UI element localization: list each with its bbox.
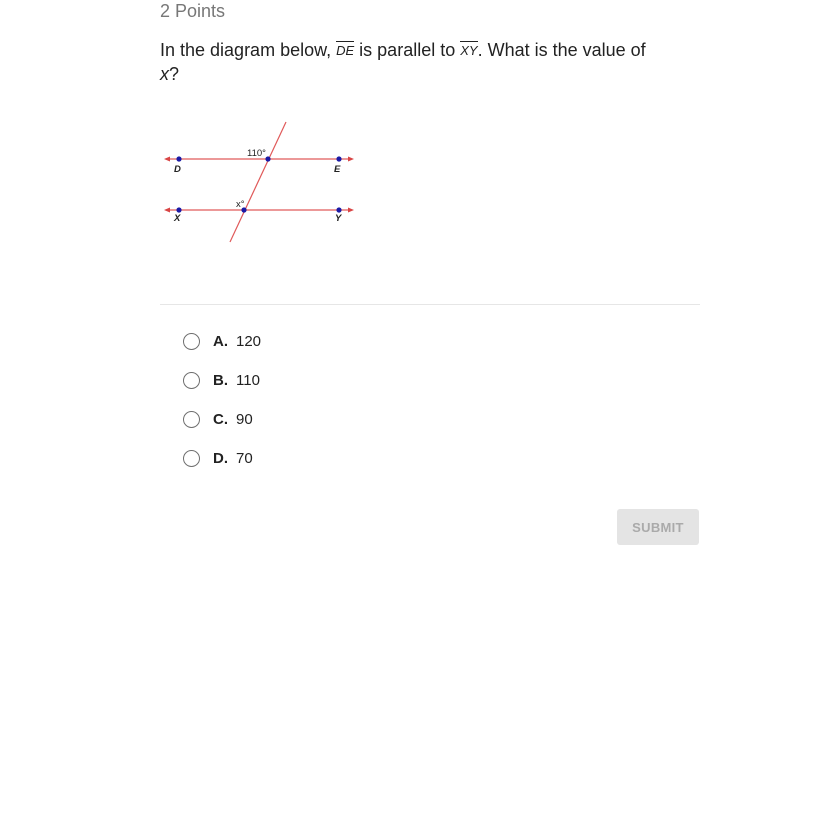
choice-value: 120 bbox=[236, 332, 262, 350]
question-text-start: In the diagram below, bbox=[160, 40, 337, 60]
segment-de: DE bbox=[336, 43, 355, 58]
question-mark: ? bbox=[169, 64, 180, 84]
choice-letter: C. bbox=[213, 411, 228, 429]
question-text-after: . What is the value of bbox=[477, 40, 646, 60]
radio-button-a[interactable] bbox=[183, 333, 200, 350]
answer-choices bbox=[183, 329, 261, 486]
choice-letter: D. bbox=[213, 450, 228, 468]
label-x: X bbox=[174, 213, 181, 224]
arrowhead-de-right bbox=[348, 157, 354, 162]
geometry-diagram bbox=[160, 118, 360, 246]
point-d bbox=[176, 156, 181, 161]
choice-b[interactable] bbox=[183, 368, 261, 392]
arrowhead-xy-left bbox=[164, 208, 170, 213]
point-e bbox=[336, 156, 341, 161]
choice-c[interactable] bbox=[183, 408, 261, 432]
point-y bbox=[336, 207, 341, 212]
points-label: 2 Points bbox=[160, 1, 226, 21]
point-x bbox=[176, 207, 181, 212]
angle-x-label: x° bbox=[236, 199, 245, 210]
divider bbox=[160, 304, 700, 305]
label-d: D bbox=[174, 164, 181, 175]
angle-110-label: 110° bbox=[247, 148, 266, 159]
choice-a[interactable] bbox=[183, 329, 261, 353]
question-text-middle: is parallel to bbox=[354, 40, 461, 60]
choice-letter: A. bbox=[213, 332, 228, 350]
submit-button[interactable]: SUBMIT bbox=[617, 509, 699, 545]
choice-value: 110 bbox=[236, 371, 260, 389]
choice-d[interactable] bbox=[183, 447, 261, 471]
choice-value: 70 bbox=[236, 450, 253, 468]
choice-letter: B. bbox=[213, 371, 228, 389]
question-variable: x bbox=[160, 64, 169, 84]
radio-button-d[interactable] bbox=[183, 450, 200, 467]
question-text bbox=[160, 38, 705, 86]
arrowhead-de-left bbox=[164, 157, 170, 162]
choice-value: 90 bbox=[236, 411, 253, 429]
label-y: Y bbox=[335, 213, 342, 224]
segment-xy: XY bbox=[460, 43, 478, 58]
transversal-line bbox=[230, 122, 286, 242]
radio-button-c[interactable] bbox=[183, 411, 200, 428]
radio-button-b[interactable] bbox=[183, 372, 200, 389]
label-e: E bbox=[334, 164, 341, 175]
point-intersection-top bbox=[265, 156, 270, 161]
arrowhead-xy-right bbox=[348, 208, 354, 213]
